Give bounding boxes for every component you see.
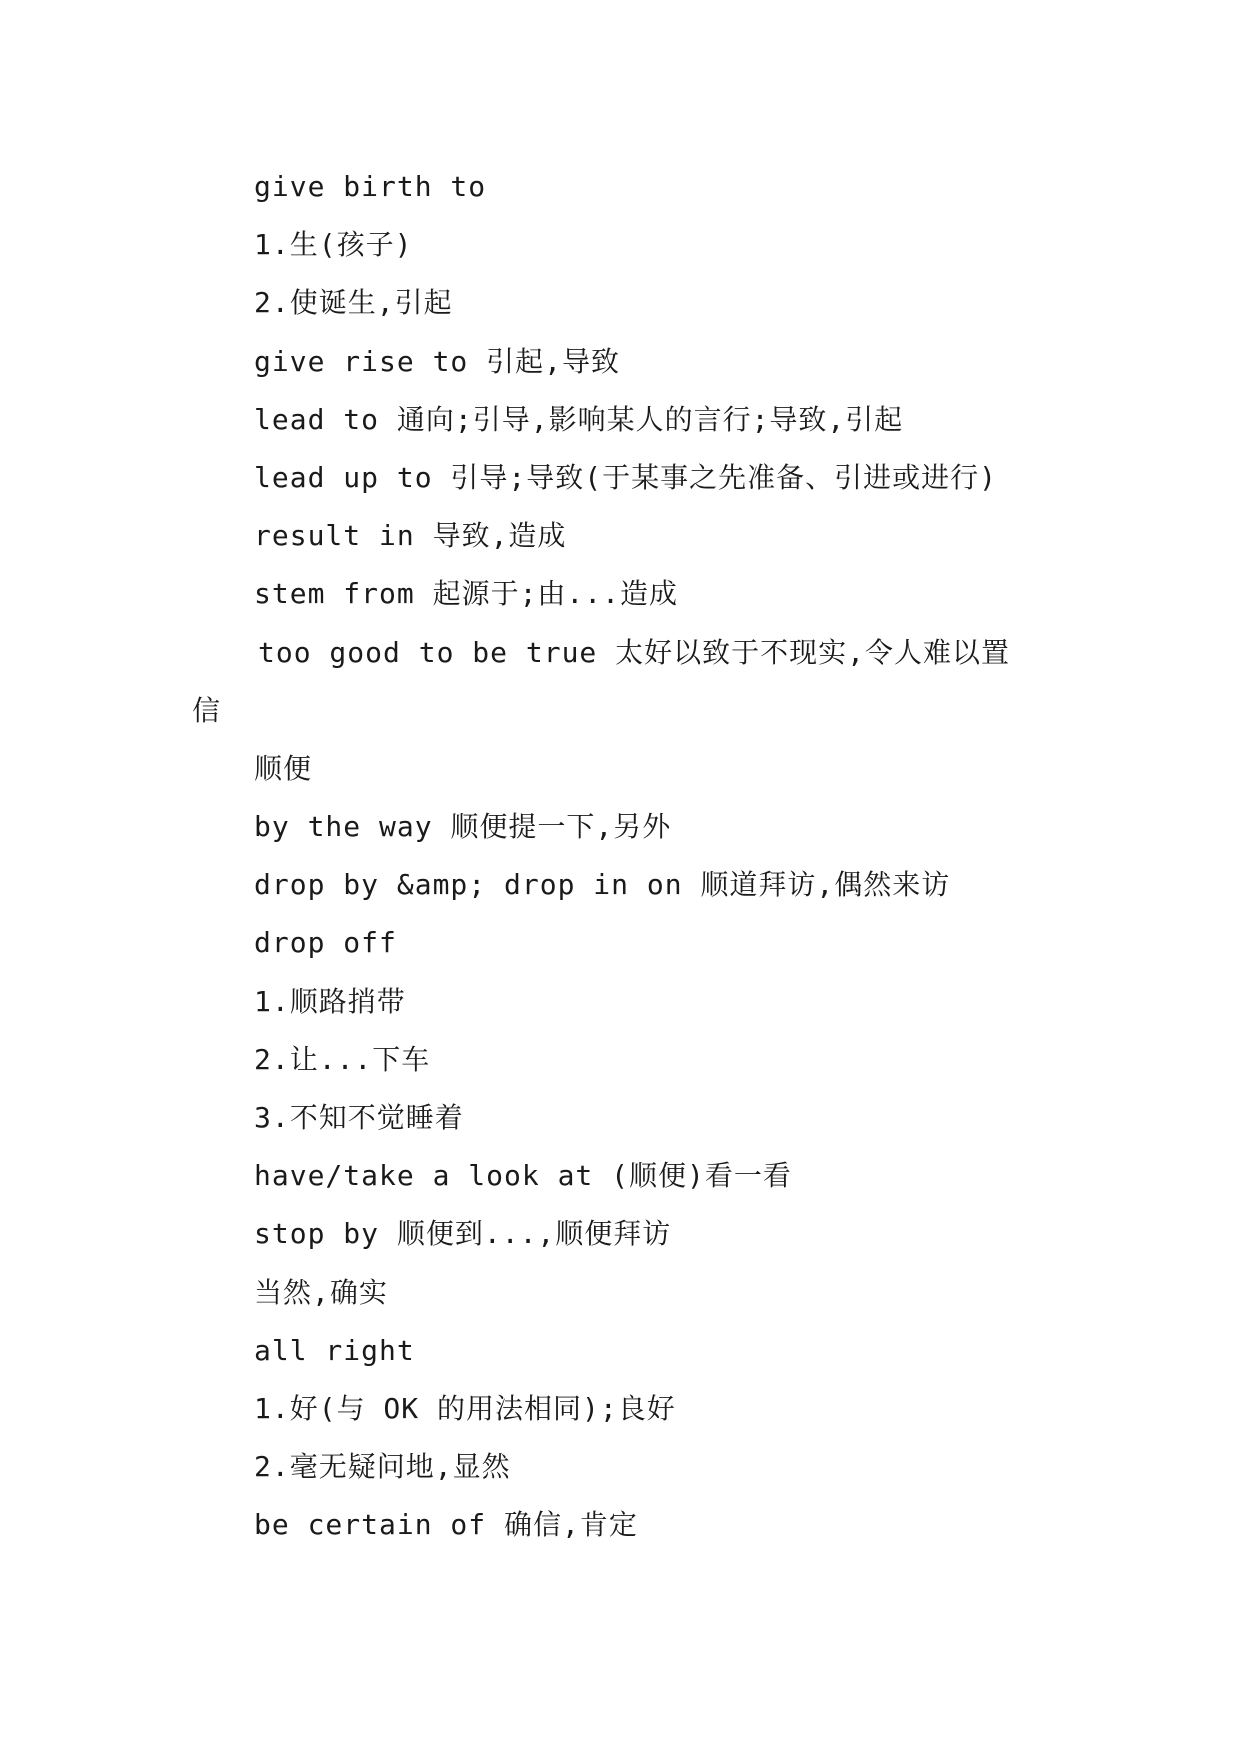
text-line: be certain of 确信,肯定 [254, 1508, 638, 1542]
text-line: 2.使诞生,引起 [254, 286, 453, 320]
text-line: 1.生(孩子) [254, 228, 413, 262]
text-line-continuation: 信 [192, 693, 222, 727]
text-line: drop off [254, 926, 397, 960]
text-line: lead up to 引导;导致(于某事之先准备、引进或进行) [254, 460, 998, 494]
text-line: by the way 顺便提一下,另外 [254, 810, 672, 844]
text-line: lead to 通向;引导,影响某人的言行;导致,引起 [254, 402, 904, 436]
text-line: 2.让...下车 [254, 1042, 431, 1076]
text-line: result in 导致,造成 [254, 519, 567, 553]
text-line: too good to be true 太好以致于不现实,令人难以置 [258, 635, 1011, 669]
text-line: 1.好(与 OK 的用法相同);良好 [254, 1391, 676, 1425]
section-heading: 顺便 [254, 751, 313, 785]
text-line: 1.顺路捎带 [254, 984, 406, 1018]
text-line: 3.不知不觉睡着 [254, 1101, 464, 1134]
text-line: 2.毫无疑问地,显然 [254, 1450, 511, 1484]
text-line: drop by &amp; drop in on 顺道拜访,偶然来访 [254, 868, 951, 902]
text-line: have/take a look at (顺便)看一看 [254, 1159, 792, 1193]
text-body [192, 158, 1072, 1555]
section-heading: 当然,确实 [254, 1275, 388, 1309]
text-line: give rise to 引起,导致 [254, 344, 621, 378]
text-line: stem from 起源于;由...造成 [254, 577, 679, 611]
text-line: give birth to [254, 170, 487, 203]
text-line: stop by 顺便到...,顺便拜访 [254, 1217, 672, 1251]
text-line: all right [254, 1333, 415, 1367]
